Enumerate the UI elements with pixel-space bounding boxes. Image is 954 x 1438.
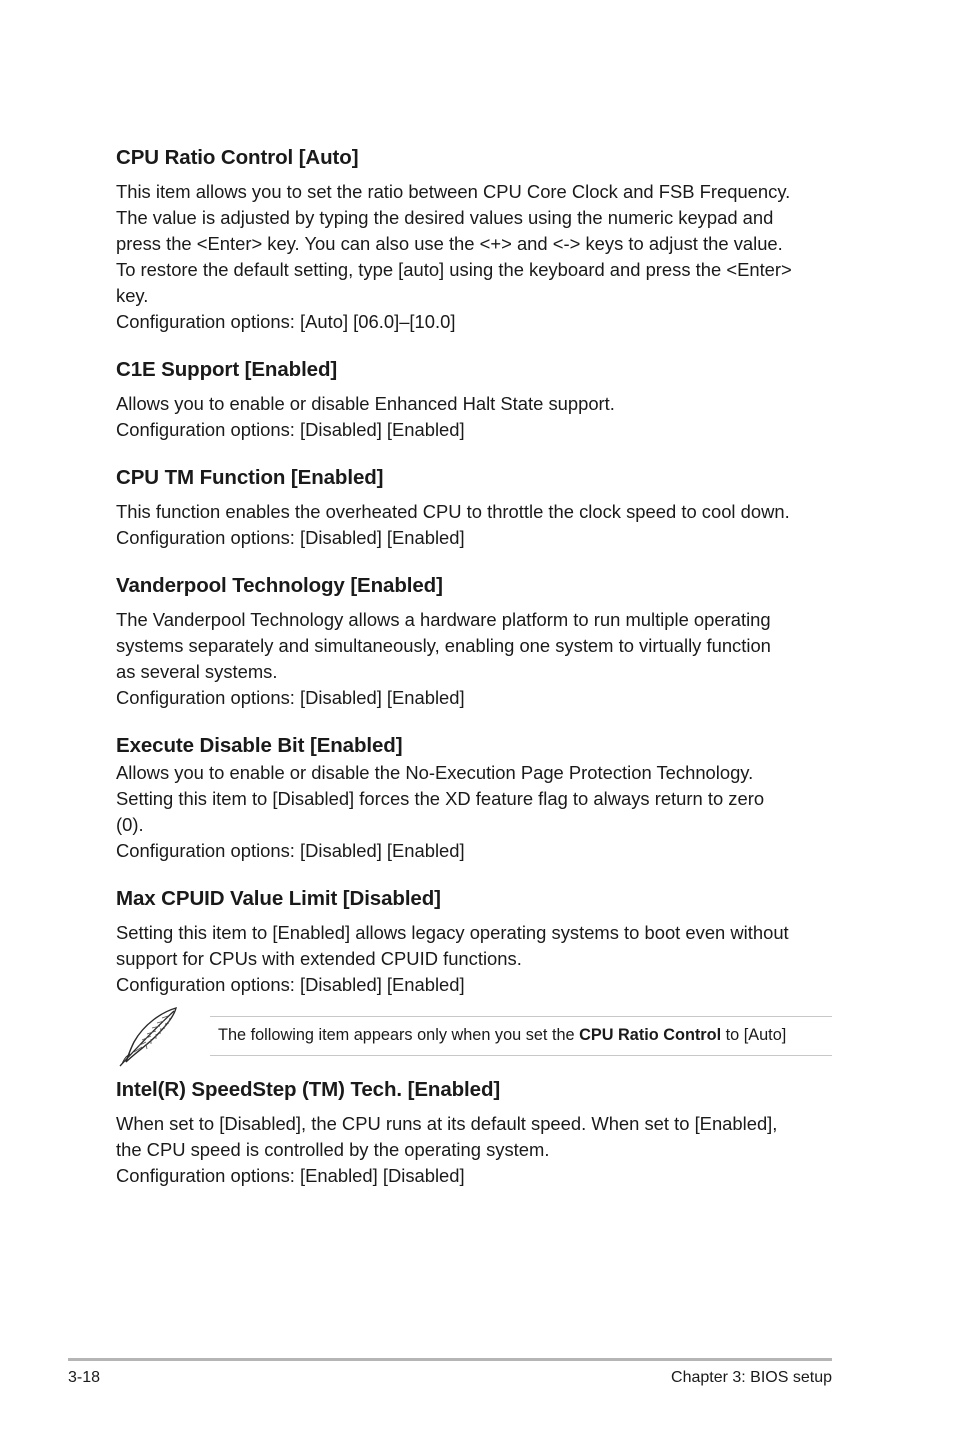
config-options-line: Configuration options: [Disabled] [Enabled] bbox=[116, 974, 465, 995]
config-options-line: Configuration options: [Disabled] [Enabled] bbox=[116, 419, 465, 440]
note-text-bold: CPU Ratio Control bbox=[579, 1026, 722, 1044]
body-line: systems separately and simultaneously, enabling one system to virtually function bbox=[116, 635, 771, 656]
config-options-line: Configuration options: [Disabled] [Enabled] bbox=[116, 527, 465, 548]
note-box bbox=[210, 1016, 832, 1056]
section-body-max-cpuid-value-limit bbox=[116, 920, 789, 998]
body-line: Allows you to enable or disable the No-Execution Page Protection Technology. bbox=[116, 762, 754, 783]
section-title-vanderpool-technology: Vanderpool Technology [Enabled] bbox=[116, 574, 443, 597]
config-options-line: Configuration options: [Disabled] [Enabled] bbox=[116, 840, 465, 861]
feather-quill-icon bbox=[116, 1006, 180, 1068]
section-title-cpu-tm-function: CPU TM Function [Enabled] bbox=[116, 466, 384, 489]
note-text-after: to [Auto] bbox=[721, 1026, 787, 1044]
section-title-max-cpuid-value-limit: Max CPUID Value Limit [Disabled] bbox=[116, 887, 441, 910]
config-options-line: Configuration options: [Auto] [06.0]–[10.0] bbox=[116, 311, 456, 332]
section-body-vanderpool-technology bbox=[116, 607, 771, 711]
config-options-line: Configuration options: [Enabled] [Disabled] bbox=[116, 1165, 465, 1186]
body-line: Allows you to enable or disable Enhanced Halt State support. bbox=[116, 393, 615, 414]
section-title-cpu-ratio-control: CPU Ratio Control [Auto] bbox=[116, 146, 359, 169]
body-line: This function enables the overheated CPU to throttle the clock speed to cool down. bbox=[116, 501, 790, 522]
config-options-line: Configuration options: [Disabled] [Enabled] bbox=[116, 687, 465, 708]
section-body-cpu-ratio-control bbox=[116, 179, 792, 335]
body-line: the CPU speed is controlled by the operating system. bbox=[116, 1139, 550, 1160]
body-line: The Vanderpool Technology allows a hardware platform to run multiple operating bbox=[116, 609, 771, 630]
body-line: This item allows you to set the ratio between CPU Core Clock and FSB Frequency. bbox=[116, 181, 791, 202]
body-line: Setting this item to [Disabled] forces the XD feature flag to always return to zero bbox=[116, 788, 765, 809]
section-title-c1e-support: C1E Support [Enabled] bbox=[116, 358, 338, 381]
body-line: The value is adjusted by typing the desired values using the numeric keypad and bbox=[116, 207, 774, 228]
chapter-title: Chapter 3: BIOS setup bbox=[671, 1369, 832, 1386]
section-body-cpu-tm-function bbox=[116, 499, 790, 551]
body-line: press the <Enter> key. You can also use the <+> and <-> keys to adjust the value. bbox=[116, 233, 783, 254]
body-line: support for CPUs with extended CPUID functions. bbox=[116, 948, 522, 969]
section-body-intel-speedstep bbox=[116, 1111, 777, 1189]
section-title-intel-speedstep: Intel(R) SpeedStep (TM) Tech. [Enabled] bbox=[116, 1078, 501, 1101]
note-text-before: The following item appears only when you set the bbox=[218, 1026, 580, 1044]
body-line: key. bbox=[116, 285, 149, 306]
footer-divider bbox=[68, 1358, 832, 1361]
section-body-c1e-support bbox=[116, 391, 615, 443]
body-line: Setting this item to [Enabled] allows legacy operating systems to boot even without bbox=[116, 922, 789, 943]
body-line: (0). bbox=[116, 814, 144, 835]
body-line: When set to [Disabled], the CPU runs at its default speed. When set to [Enabled], bbox=[116, 1113, 778, 1134]
body-line: To restore the default setting, type [auto] using the keyboard and press the <Enter> bbox=[116, 259, 792, 280]
section-title-execute-disable-bit: Execute Disable Bit [Enabled] bbox=[116, 734, 403, 757]
section-body-execute-disable-bit bbox=[116, 760, 764, 864]
body-line: as several systems. bbox=[116, 661, 278, 682]
page-number: 3-18 bbox=[68, 1369, 101, 1386]
